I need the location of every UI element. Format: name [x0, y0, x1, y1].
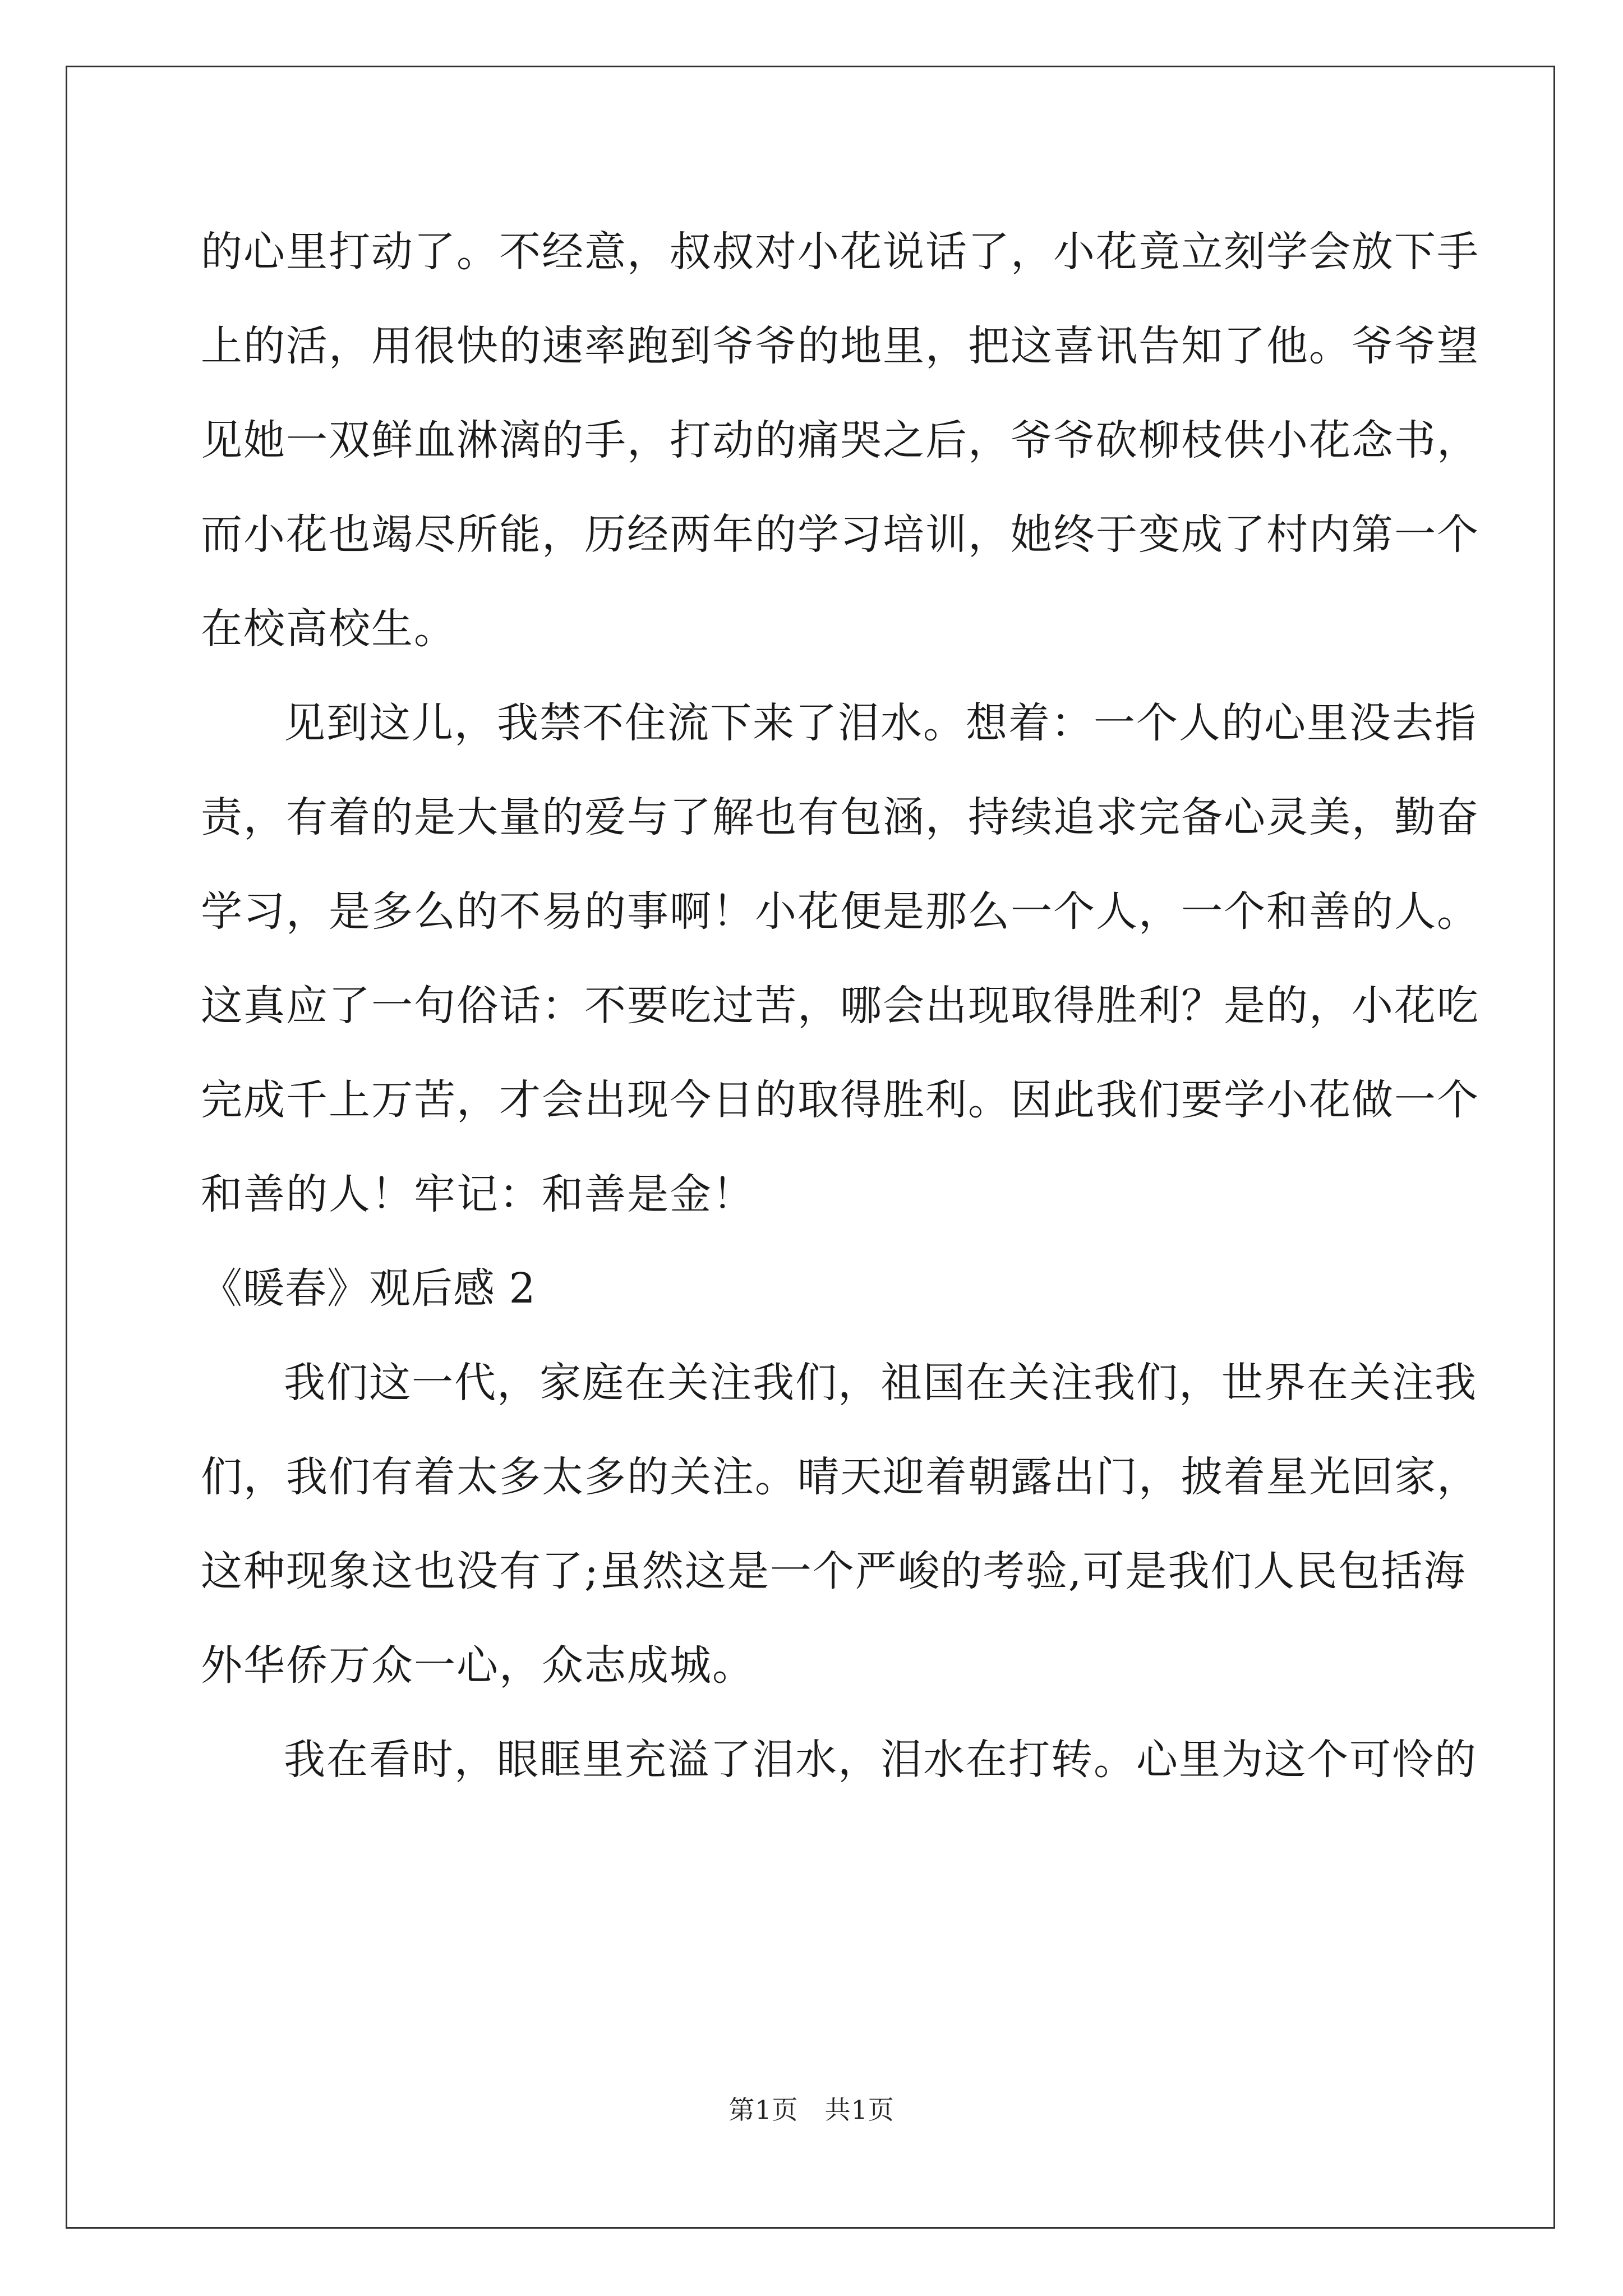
text-line: 见她一双鲜血淋漓的手，打动的痛哭之后，爷爷砍柳枝供小花念书， — [201, 416, 1479, 464]
text-line: 在校高校生。 — [201, 605, 457, 653]
text-line: 我在看时，眼眶里充溢了泪水，泪水在打转。心里为这个可怜的 — [284, 1736, 1477, 1784]
text-line: 学习，是多么的不易的事啊！小花便是那么一个人，一个和善的人。 — [201, 887, 1479, 936]
text-line: 外华侨万众一心，众志成城。 — [201, 1641, 755, 1690]
text-line: 这真应了一句俗话：不要吃过苦，哪会出现取得胜利？是的，小花吃 — [201, 982, 1479, 1030]
text-line: 们，我们有着太多太多的关注。晴天迎着朝露出门，披着星光回家， — [201, 1453, 1479, 1501]
section-heading: 《暖春》观后感 2 — [201, 1264, 536, 1313]
text-line: 责，有着的是大量的爱与了解也有包涵，持续追求完备心灵美，勤奋 — [201, 793, 1479, 841]
text-line: 见到这儿，我禁不住流下来了泪水。想着：一个人的心里没去指 — [284, 699, 1477, 747]
text-line: 完成千上万苦，才会出现今日的取得胜利。因此我们要学小花做一个 — [201, 1076, 1479, 1124]
document-body — [201, 205, 1479, 1807]
page-footer: 第1页 共1页 — [728, 2095, 895, 2125]
text-line: 我们这一代，家庭在关注我们，祖国在关注我们，世界在关注我 — [284, 1359, 1477, 1407]
text-line: 上的活，用很快的速率跑到爷爷的地里，把这喜讯告知了他。爷爷望 — [201, 322, 1479, 370]
text-line: 这种现象这也没有了;虽然这是一个严峻的考验,可是我们人民包括海 — [201, 1547, 1467, 1595]
text-line: 而小花也竭尽所能，历经两年的学习培训，她终于变成了村内第一个 — [201, 510, 1479, 559]
text-line: 的心里打动了。不经意，叔叔对小花说话了，小花竟立刻学会放下手 — [201, 228, 1479, 276]
text-line: 和善的人！牢记：和善是金！ — [201, 1170, 755, 1218]
